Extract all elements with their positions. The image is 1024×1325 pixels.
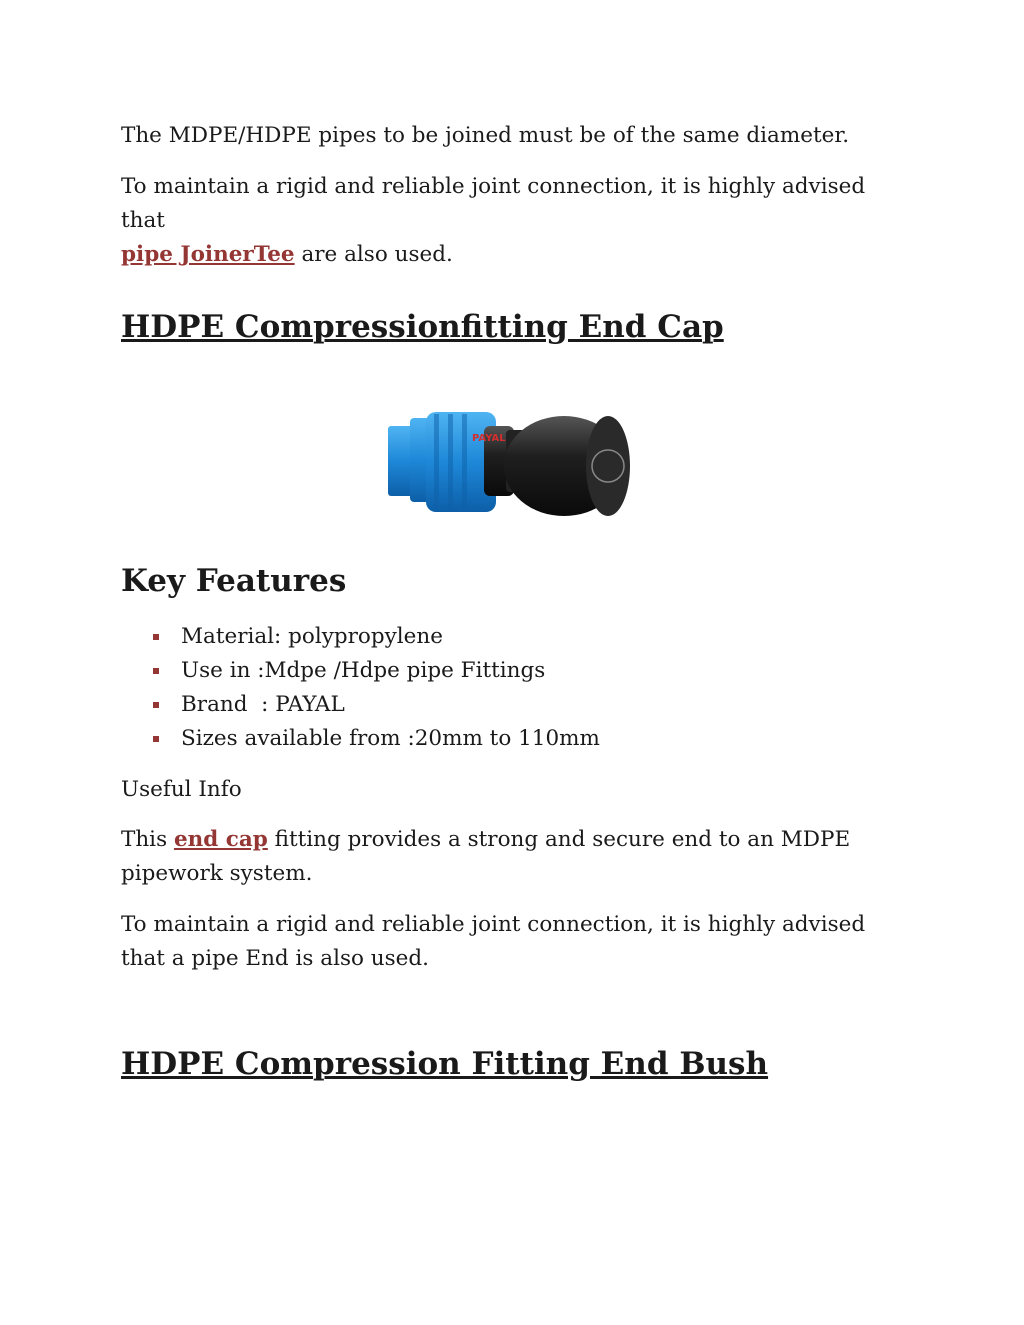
key-features-heading: Key Features — [121, 563, 347, 599]
bullet-icon — [153, 702, 159, 708]
intro-line-2-suffix: are also used. — [294, 242, 453, 267]
bullet-icon — [153, 736, 159, 742]
list-item: Material: polypropylene — [150, 620, 600, 654]
bullet-icon — [153, 668, 159, 674]
end-cap-link[interactable]: end cap — [173, 827, 268, 852]
end-cap-product-image — [386, 404, 640, 530]
end-cap-heading[interactable]: HDPE Compressionfitting End Cap — [121, 309, 724, 345]
end-cap-description: This end cap fitting provides a strong and secure end to an MDPE pipework system. — [121, 827, 851, 886]
list-item: Use in :Mdpe /Hdpe pipe Fittings — [150, 654, 600, 688]
brand-watermark: PAYAL — [472, 433, 506, 444]
intro-line-2 — [121, 170, 911, 272]
useful-info-label: Useful Info — [121, 777, 242, 802]
pipe-end-advice: To maintain a rigid and reliable joint connection, it is highly advised that a pipe End is also used. — [121, 912, 866, 971]
end-cap-illustration — [386, 404, 640, 530]
list-item: Sizes available from :20mm to 110mm — [150, 722, 600, 756]
end-bush-heading[interactable]: HDPE Compression Fitting End Bush — [121, 1046, 769, 1082]
intro-line-2-text: To maintain a rigid and reliable joint connection, it is highly advised that — [121, 174, 866, 233]
key-features-list — [150, 620, 600, 756]
intro-line-1: The MDPE/HDPE pipes to be joined must be of the same diameter. — [121, 123, 850, 148]
bullet-icon — [153, 634, 159, 640]
list-item: Brand : PAYAL — [150, 688, 600, 722]
pipe-joiner-tee-link[interactable]: pipe JoinerTee — [121, 242, 295, 267]
